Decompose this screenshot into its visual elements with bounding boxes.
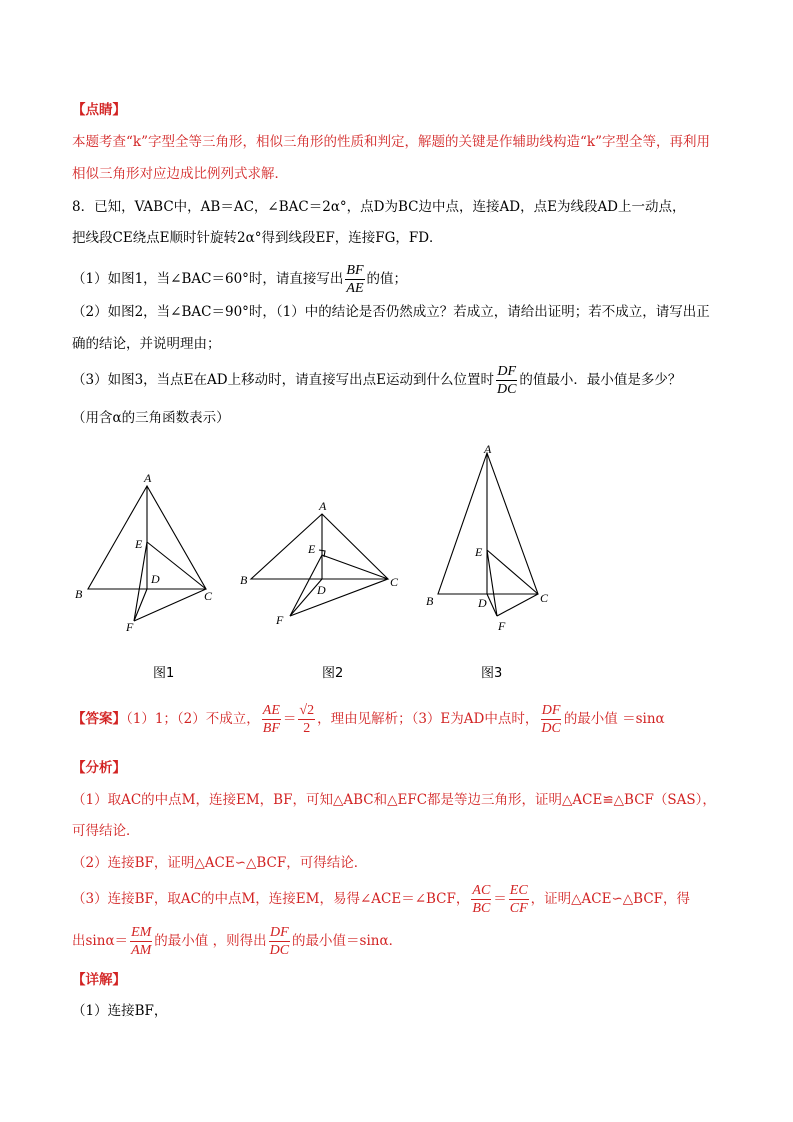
equals-sign: ＝ — [282, 711, 297, 727]
label-e: E — [308, 542, 316, 556]
label-e: E — [475, 545, 483, 559]
fraction-ae-bf — [262, 703, 281, 736]
figure-3-diagram — [420, 438, 570, 638]
detail-line-1: （1）连接BF， — [72, 1003, 168, 1019]
figure-3-caption: 图3 — [481, 666, 503, 681]
answer-part-3: 的最小值 ＝sinα — [563, 711, 665, 727]
label-d: D — [478, 596, 487, 610]
label-b: B — [240, 573, 248, 587]
analysis-3-line-2 — [72, 921, 402, 961]
question-1-text: （1）如图1，当∠BAC＝60°时，请直接写出 — [72, 271, 344, 287]
fraction-df-dc — [540, 703, 561, 736]
fraction-numerator: DF — [497, 364, 517, 379]
label-d: D — [151, 572, 160, 586]
figure-1-caption: 图1 — [153, 666, 175, 681]
fraction-numerator: DF — [541, 703, 561, 718]
fraction-denominator: DC — [541, 721, 561, 736]
fraction-ac-bc — [471, 883, 491, 916]
label-c: C — [540, 591, 549, 605]
segment-ef — [134, 542, 147, 621]
fraction-sqrt2-over-2 — [298, 703, 315, 736]
figure-2-caption: 图2 — [322, 666, 344, 681]
fraction-numerator: DF — [269, 925, 289, 940]
label-a: A — [484, 442, 492, 456]
label-c: C — [204, 589, 213, 603]
figure-2 — [235, 438, 410, 642]
label-b: B — [75, 587, 83, 601]
label-c: C — [390, 575, 399, 589]
section-heading-detail: 【详解】 — [72, 972, 126, 988]
segment-ec — [322, 555, 388, 579]
fraction-denominator: BC — [472, 901, 491, 916]
question-2-line-2: 确的结论，并说明理由； — [72, 336, 221, 352]
label-a: A — [144, 471, 152, 485]
question-3 — [72, 362, 681, 398]
fraction-df-dc — [269, 925, 290, 958]
fraction-denominator: DC — [269, 943, 290, 958]
analysis-3-line-1 — [72, 879, 690, 919]
fraction-bf-ae — [345, 263, 364, 296]
fraction-numerator: AE — [262, 703, 280, 718]
answer-part-1: （1）1；（2）不成立， — [126, 711, 260, 727]
label-f: F — [498, 619, 506, 633]
section-heading-dianjing: 【点睛】 — [72, 102, 126, 118]
analysis-3-text: （3）连接BF，取AC的中点M，连接EM，易得∠ACE＝∠BCF， — [72, 891, 470, 907]
analysis-1-line-1: （1）取AC的中点M，连接EM，BF，可知△ABC和△EFC都是等边三角形，证明△ACE≌△BCF（SAS）， — [72, 792, 716, 808]
label-f: F — [276, 613, 284, 627]
fraction-numerator: EC — [509, 883, 528, 898]
figure-3 — [420, 438, 570, 642]
figure-2-diagram — [235, 438, 410, 638]
analysis-3-tail: ，证明△ACE∽△BCF，得 — [530, 891, 691, 907]
question-3-text: （3）如图3，当点E在AD上移动时，请直接写出点E运动到什么位置时 — [72, 372, 494, 388]
label-f: F — [126, 620, 134, 634]
fraction-denominator: DC — [496, 382, 517, 397]
fraction-numerator: BF — [346, 263, 364, 278]
fraction-df-dc — [496, 364, 517, 397]
analysis-4-tail: 的最小值＝sinα． — [292, 933, 403, 949]
fraction-denominator: AM — [131, 943, 152, 958]
question-3-tail: 的值最小．最小值是多少？ — [519, 372, 682, 388]
fraction-ec-cf — [509, 883, 529, 916]
label-e: E — [135, 537, 143, 551]
triangle-abc — [438, 453, 538, 594]
fraction-denominator: 2 — [303, 721, 311, 736]
triangle-abc — [251, 514, 388, 579]
answer-part-2: ，理由见解析；（3）E为AD中点时， — [317, 711, 539, 727]
answer-line — [72, 699, 665, 739]
analysis-4-mid: 的最小值 ，则得出 — [154, 933, 267, 949]
dianjing-text-line-2: 相似三角形对应边成比例列式求解． — [72, 166, 288, 182]
label-b: B — [426, 594, 434, 608]
question-1-tail: 的值； — [366, 271, 408, 287]
fraction-numerator: EM — [131, 925, 152, 940]
fraction-denominator: AE — [346, 281, 364, 296]
fraction-em-am — [130, 925, 152, 958]
fraction-numerator: √2 — [299, 703, 315, 718]
segment-fc — [497, 594, 538, 616]
section-heading-analysis: 【分析】 — [72, 760, 126, 776]
section-heading-answer: 【答案】 — [72, 711, 126, 727]
analysis-4-text: 出sinα＝ — [72, 933, 129, 949]
problem-line-1: 8．已知，VABC中，AB＝AC，∠BAC＝2α°，点D为BC边中点，连接AD，点E为线段AD上一动点， — [72, 199, 686, 215]
fraction-denominator: CF — [509, 901, 528, 916]
segment-fc — [290, 579, 388, 616]
figure-1-diagram — [70, 438, 230, 638]
fraction-denominator: BF — [262, 721, 280, 736]
equals-sign: ＝ — [493, 891, 507, 907]
label-d: D — [317, 583, 326, 597]
analysis-1-line-2: 可得结论． — [72, 823, 140, 839]
dianjing-text-line-1: 本题考查“k”字型全等三角形，相似三角形的性质和判定，解题的关键是作辅助线构造“k”字型全等，再利用 — [72, 134, 710, 150]
question-3-line-2: （用含α的三角函数表示） — [72, 410, 230, 426]
analysis-2: （2）连接BF，证明△ACE∽△BCF，可得结论． — [72, 855, 368, 871]
question-1 — [72, 262, 407, 296]
problem-line-2: 把线段CE绕点E顺时针旋转2α°得到线段EF，连接FG，FD． — [72, 230, 443, 246]
label-a: A — [319, 499, 327, 513]
figure-1 — [70, 438, 230, 642]
question-2-line-1: （2）如图2，当∠BAC＝90°时，（1）中的结论是否仍然成立？若成立，请给出证明；若不成立，请写出正 — [72, 304, 710, 320]
fraction-numerator: AC — [472, 883, 491, 898]
